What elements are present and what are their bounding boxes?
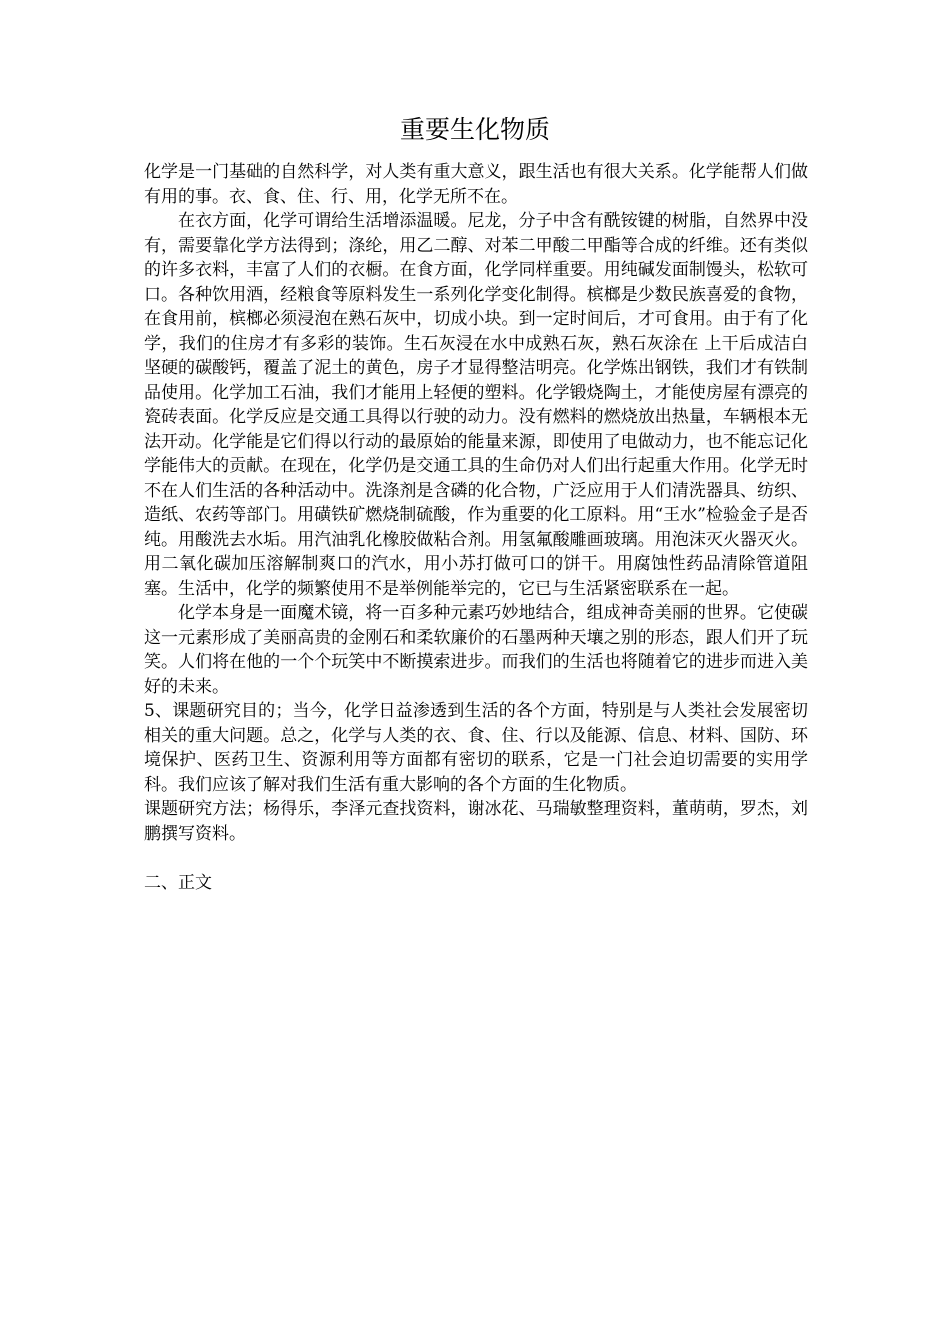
paragraph-intro: 化学是一门基础的自然科学，对人类有重大意义，跟生活也有很大关系。化学能帮人们做有用的事。衣、食、住、行、用，化学无所不在。: [144, 162, 808, 207]
blank-line: [144, 846, 808, 871]
document-title: 重要生化物质: [399, 115, 550, 144]
paragraph-magic-mirror: 化学本身是一面魔术镜，将一百多种元素巧妙地结合，组成神奇美丽的世界。它使碳这一元素形成了美丽高贵的金刚石和柔软廉价的石墨两种天壤之别的形态，跟人们开了玩笑。人们将在他的一个个玩笑中不断摸索进步。而我们的生活也将随着它的进步而进入美好的未来。: [144, 603, 808, 697]
paragraph-research-method: 课题研究方法；杨得乐，李泽元查找资料，谢冰花、马瑞敏整理资料，董萌萌，罗杰，刘鹏撰写资料。: [144, 799, 808, 844]
paragraph-research-purpose: 5、课题研究目的；当今，化学日益渗透到生活的各个方面，特别是与人类社会发展密切相关的重大问题。总之，化学与人类的衣、食、住、行以及能源、信息、材料、国防、环境保护、医药卫生、资源利用等方面都有密切的联系，它是一门社会迫切需要的实用学科。我们应该了解对我们生活有重大影响的各个方面的生化物质。: [144, 701, 808, 795]
section-heading-main-text: 二、正文: [144, 872, 212, 893]
document-body: [144, 160, 808, 895]
paragraph-clothing-food-housing: 在衣方面，化学可谓给生活增添温暖。尼龙，分子中含有酰铵键的树脂，自然界中没有，需要靠化学方法得到；涤纶，用乙二醇、对苯二甲酸二甲酯等合成的纤维。还有类似的许多衣料，丰富了人们的衣橱。在食方面，化学同样重要。用纯碱发面制馒头，松软可口。各种饮用酒，经粮食等原料发生一系列化学变化制得。槟榔是少数民族喜爱的食物，在食用前，槟榔必须浸泡在熟石灰中，切成小块。到一定时间后，才可食用。由于有了化学，我们的住房才有多彩的装饰。生石灰浸在水中成熟石灰，熟石灰涂在 上干后成洁白坚硬的碳酸钙，覆盖了泥土的黄色，房子才显得整洁明亮。化学炼出钢铁，我们才有铁制品使用。化学加工石油，我们才能用上轻便的塑料。化学锻烧陶土，才能使房屋有漂亮的瓷砖表面。化学反应是交通工具得以行驶的动力。没有燃料的燃烧放出热量，车辆根本无法开动。化学能是它们得以行动的最原始的能量来源，即使用了电做动力，也不能忘记化学能伟大的贡献。在现在，化学仍是交通工具的生命仍对人们出行起重大作用。化学无时不在人们生活的各种活动中。洗涤剂是含磷的化合物，广泛应用于人们清洗器具、纺织、造纸、农药等部门。用磺铁矿燃烧制硫酸，作为重要的化工原料。用“王水”检验金子是否纯。用酸洗去水垢。用汽油乳化橡胶做粘合剂。用氢氟酸雕画玻璃。用泡沫灭火器灭火。用二氧化碳加压溶解制爽口的汽水，用小苏打做可口的饼干。用腐蚀性药品清除管道阻塞。生活中，化学的频繁使用不是举例能举完的，它已与生活紧密联系在一起。: [144, 211, 808, 599]
